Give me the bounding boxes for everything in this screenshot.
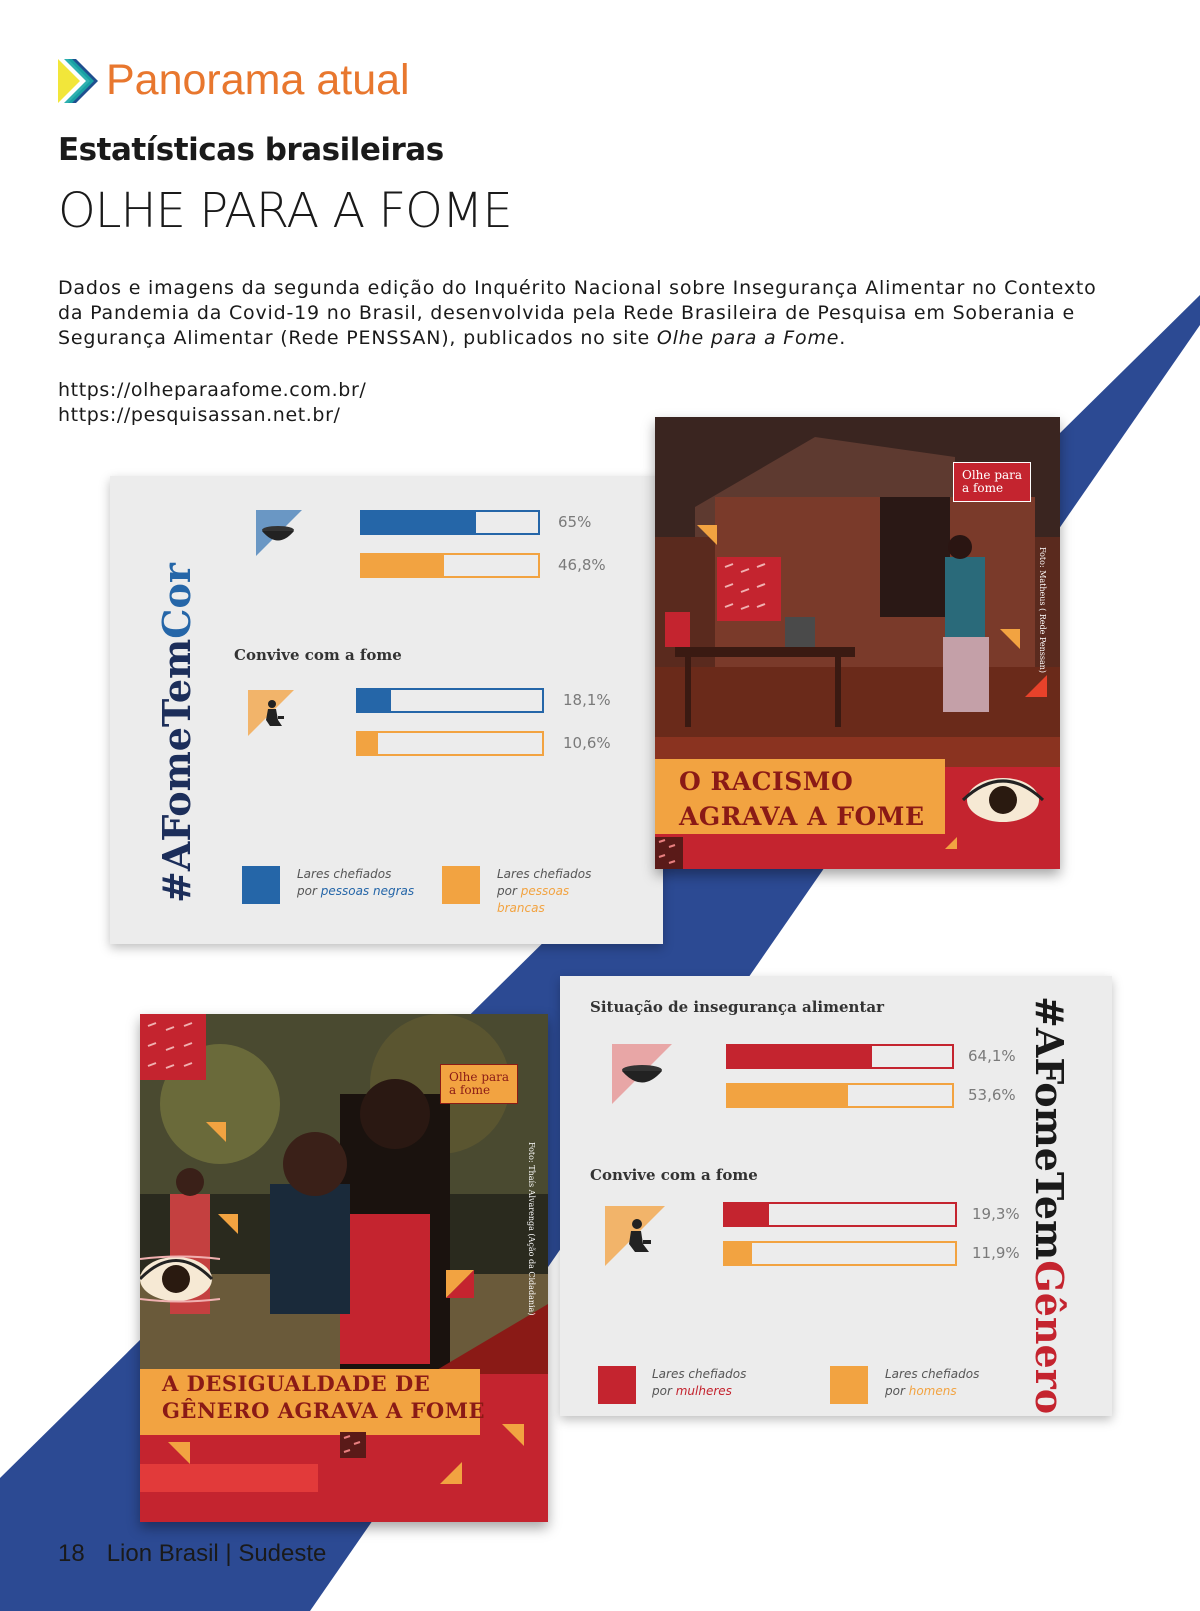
legend-mulheres-pre: por bbox=[652, 1384, 676, 1398]
bar-gen-4-fill bbox=[725, 1243, 752, 1264]
chevron-arrow-icon bbox=[58, 59, 98, 103]
convive-label-cor: Convive com a fome bbox=[234, 646, 402, 664]
brand2-line2: a fome bbox=[449, 1083, 491, 1097]
brand1-line1: Olhe para bbox=[962, 468, 1023, 482]
bar-cor-3-fill bbox=[358, 690, 391, 711]
bar-cor-1-label: 65% bbox=[558, 513, 592, 531]
photo-genero-credit: Foto: Thaís Alvarenga (Ação da Cidadania) bbox=[527, 1142, 536, 1316]
hunger-person-icon bbox=[248, 690, 294, 736]
hashtag-cor-prefix: #AFomeTem bbox=[154, 638, 199, 903]
legend-swatch-mulheres bbox=[598, 1366, 636, 1404]
hashtag-cor bbox=[154, 563, 199, 903]
bar-gen-3-label: 19,3% bbox=[972, 1205, 1020, 1223]
legend-text-brancas bbox=[497, 866, 593, 917]
food-bowl-icon bbox=[612, 1044, 672, 1104]
section-title bbox=[58, 56, 410, 105]
legend-negras-line1: Lares chefiados bbox=[297, 867, 392, 881]
intro-text: Dados e imagens da segunda edição do Inquérito Nacional sobre Insegurança Alimentar no Contexto da Pandemia da Covid-19 no Brasil, desenvolvida pela Rede Brasileira de Pesquisa em Soberania e Segurança Alimentar (Rede PENSSAN), publicados no site bbox=[58, 277, 1097, 349]
convive-label-genero: Convive com a fome bbox=[590, 1166, 758, 1184]
legend-mulheres-line1: Lares chefiados bbox=[652, 1367, 747, 1381]
subtitle: Estatísticas brasileiras bbox=[58, 132, 444, 168]
situacao-label: Situação de insegurança alimentar bbox=[590, 998, 884, 1016]
photo-genero bbox=[140, 1014, 548, 1522]
legend-brancas-pre: por bbox=[497, 884, 521, 898]
brand-olhe-para-a-fome-1 bbox=[953, 462, 1031, 502]
bar-cor-1 bbox=[360, 510, 540, 535]
link-pesquisassan[interactable]: https://pesquisassan.net.br/ bbox=[58, 404, 341, 426]
legend-brancas-line1: Lares chefiados bbox=[497, 867, 592, 881]
bar-gen-1 bbox=[726, 1044, 954, 1069]
food-bowl-icon bbox=[256, 510, 302, 556]
bar-cor-4-label: 10,6% bbox=[563, 734, 611, 752]
hashtag-genero bbox=[1027, 996, 1072, 1414]
legend-homens-pre: por bbox=[885, 1384, 909, 1398]
legend-swatch-brancas bbox=[442, 866, 480, 904]
bar-cor-3 bbox=[356, 688, 544, 713]
legend-text-homens bbox=[885, 1366, 995, 1400]
card-fome-tem-genero bbox=[560, 976, 1112, 1416]
legend-homens-hl: homens bbox=[908, 1384, 957, 1398]
legend-brancas-hl: pessoas brancas bbox=[497, 884, 570, 915]
photo-racismo-credit: Foto: Matheus ( Rede Penssan) bbox=[1038, 547, 1047, 674]
hashtag-genero-suffix: Gênero bbox=[1027, 1260, 1072, 1415]
bar-gen-1-fill bbox=[728, 1046, 872, 1067]
bar-gen-4 bbox=[723, 1241, 957, 1266]
brand1-line2: a fome bbox=[962, 481, 1004, 495]
bar-cor-3-label: 18,1% bbox=[563, 691, 611, 709]
legend-negras-pre: por bbox=[297, 884, 321, 898]
bar-gen-3 bbox=[723, 1202, 957, 1227]
legend-text-mulheres bbox=[652, 1366, 762, 1400]
hashtag-genero-prefix: #AFomeTem bbox=[1027, 996, 1072, 1261]
headline: OLHE PARA A FOME bbox=[58, 183, 512, 239]
intro-italic: Olhe para a Fome bbox=[656, 327, 840, 349]
legend-swatch-homens bbox=[830, 1366, 868, 1404]
legend-mulheres-hl: mulheres bbox=[675, 1384, 732, 1398]
bar-cor-2 bbox=[360, 553, 540, 578]
bar-gen-3-fill bbox=[725, 1204, 769, 1225]
bar-cor-2-label: 46,8% bbox=[558, 556, 606, 574]
section-title-text: Panorama atual bbox=[106, 56, 410, 104]
card-fome-tem-cor bbox=[110, 476, 663, 944]
legend-swatch-negras bbox=[242, 866, 280, 904]
bar-gen-2 bbox=[726, 1083, 954, 1108]
link-olheparaafome[interactable]: https://olheparaafome.com.br/ bbox=[58, 379, 367, 401]
bar-gen-4-label: 11,9% bbox=[972, 1244, 1020, 1262]
brand-olhe-para-a-fome-2 bbox=[440, 1064, 518, 1104]
brand2-line1: Olhe para bbox=[449, 1070, 510, 1084]
bar-cor-4 bbox=[356, 731, 544, 756]
intro-paragraph bbox=[58, 276, 1108, 351]
caption-genero-1: A DESIGUALDADE DE bbox=[162, 1371, 431, 1396]
legend-homens-line1: Lares chefiados bbox=[885, 1367, 980, 1381]
bar-cor-4-fill bbox=[358, 733, 378, 754]
bar-cor-1-fill bbox=[362, 512, 476, 533]
hashtag-cor-suffix: Cor bbox=[154, 563, 199, 639]
photo-racismo bbox=[655, 417, 1060, 869]
page-footer bbox=[58, 1540, 326, 1568]
caption-genero-2: GÊNERO AGRAVA A FOME bbox=[162, 1398, 485, 1423]
bar-gen-2-label: 53,6% bbox=[968, 1086, 1016, 1104]
legend-text-negras bbox=[297, 866, 417, 900]
intro-end: . bbox=[839, 327, 847, 349]
publication-name: Lion Brasil | Sudeste bbox=[106, 1540, 327, 1567]
page-number: 18 bbox=[58, 1540, 85, 1567]
hunger-person-icon bbox=[605, 1206, 665, 1266]
links bbox=[58, 378, 366, 428]
bar-gen-2-fill bbox=[728, 1085, 848, 1106]
caption-racismo-2: AGRAVA A FOME bbox=[679, 802, 925, 831]
legend-negras-hl: pessoas negras bbox=[320, 884, 415, 898]
bar-gen-1-label: 64,1% bbox=[968, 1047, 1016, 1065]
bar-cor-2-fill bbox=[362, 555, 444, 576]
caption-racismo-1: O RACISMO bbox=[679, 767, 854, 796]
